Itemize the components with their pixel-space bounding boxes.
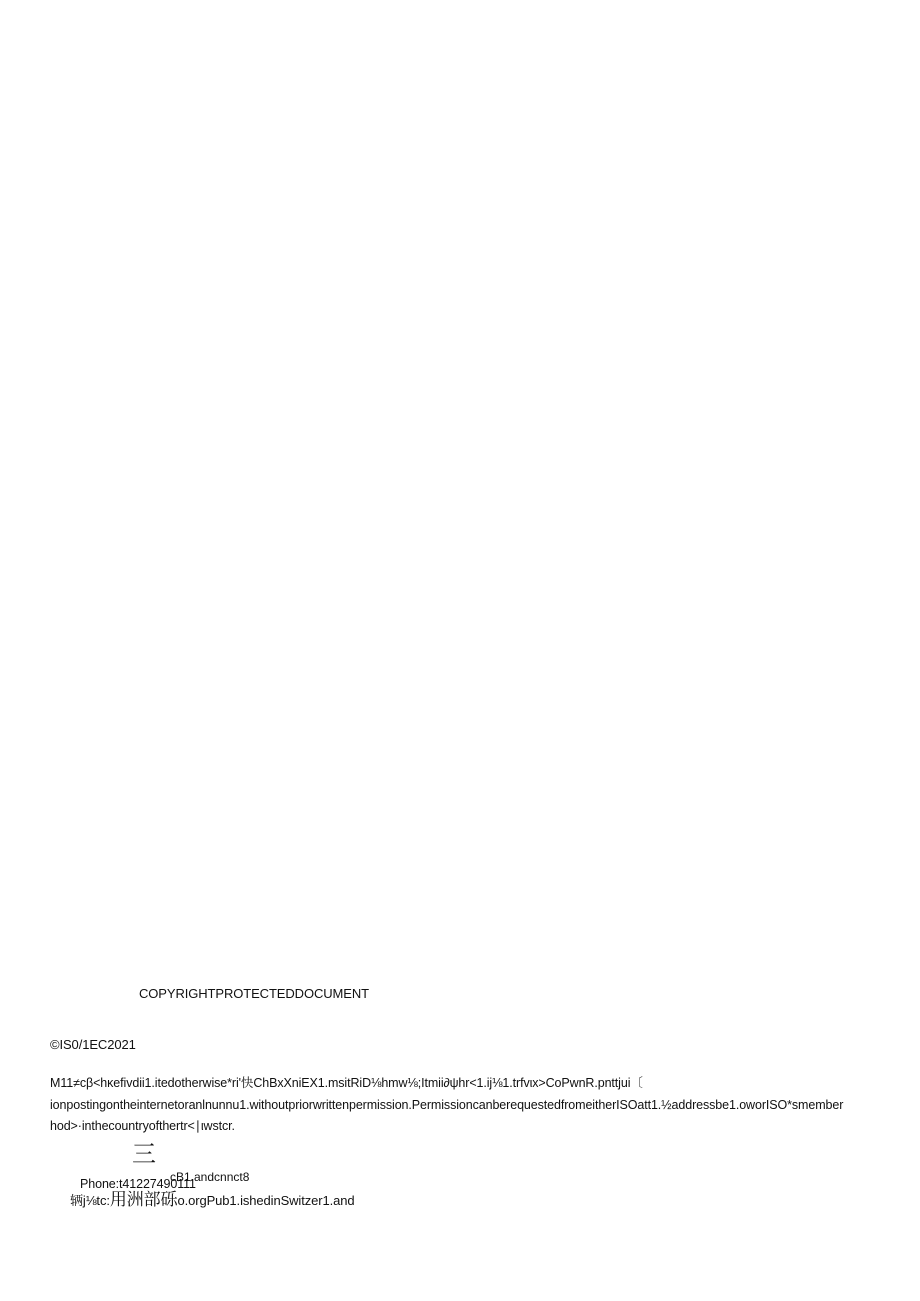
paragraph-line-2: ionpostingontheinternetoranlnunnu1.withoutpriorwrittenpermission.PermissioncanberequestedfromeitherISOatt1.½addressbe1.oworISO*smember bbox=[50, 1098, 844, 1112]
clipped-text: cB1.andcnnct8 bbox=[170, 1170, 250, 1184]
decorative-glyph: 三 bbox=[132, 1140, 156, 1168]
copyright-notice: ©IS0/1EC2021 bbox=[50, 1037, 136, 1052]
paragraph-line-3: hod>·inthecountryofthertr<∣ιwstcr. bbox=[50, 1119, 235, 1133]
contact-line bbox=[70, 1192, 355, 1209]
contact-cjk: 用洲部砾 bbox=[109, 1190, 178, 1210]
paragraph-line-1: M11≠cβ<hκefivdii1.itedotherwise*ri'快ChBxXniEX1.msitRiD⅛hmw⅛;Itmii∂ψhr<1.ij⅛1.trfvιx>CoPwnR.pnttjui〔 bbox=[50, 1076, 643, 1090]
document-heading: COPYRIGHTPROTECTEDDOCUMENT bbox=[139, 986, 369, 1001]
contact-suffix: o.orgPub1.ishedinSwitzer1.and bbox=[177, 1193, 355, 1208]
phone-number: Phone:t41227490111 bbox=[80, 1177, 196, 1191]
contact-prefix: 辆j⅛tc: bbox=[70, 1193, 110, 1208]
